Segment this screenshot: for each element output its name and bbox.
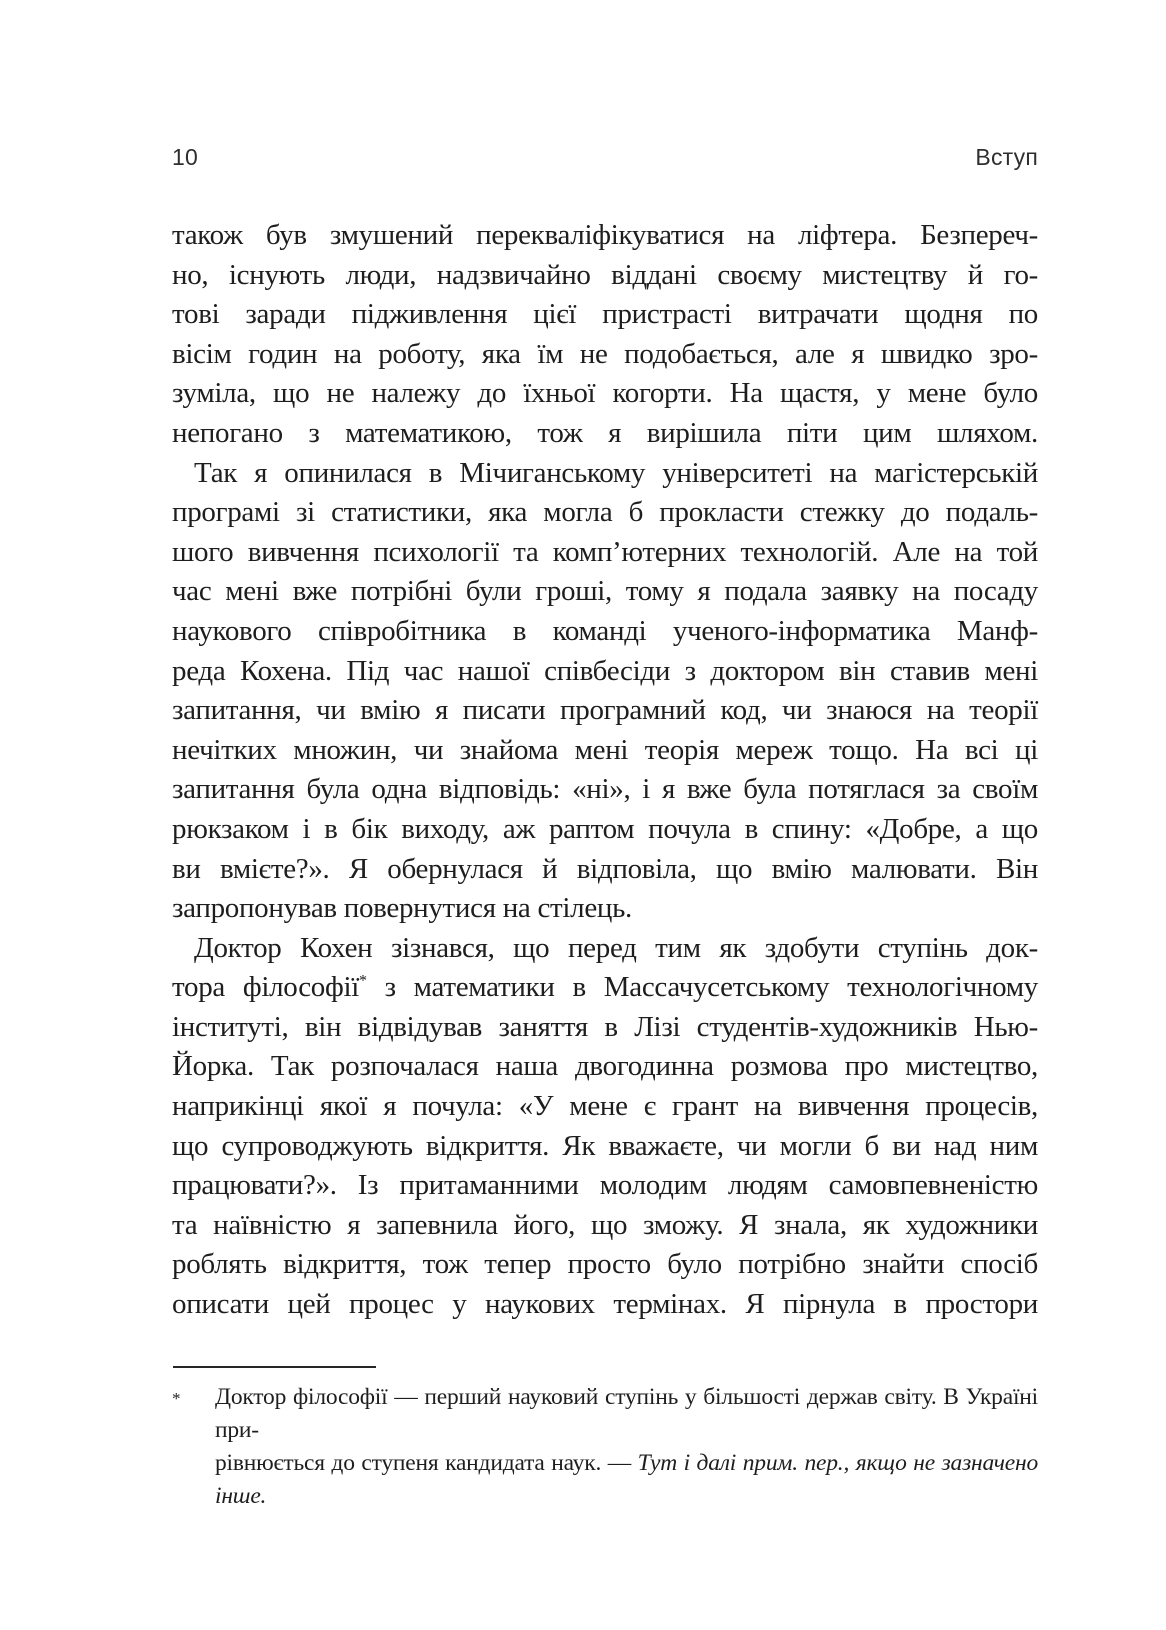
text-line: описати цей процес у наукових термінах. Я пірнула в простори — [172, 1288, 1038, 1321]
text-line: роблять відкриття, тож тепер просто було потрібно знайти спосіб — [172, 1248, 1038, 1281]
paragraph — [172, 454, 1038, 929]
footnote-line — [215, 1381, 1038, 1447]
text-line: запитання була одна відповідь: «ні», і я вже була потяглася за своїм — [172, 773, 1038, 806]
text-line: також був змушений перекваліфікуватися на ліфтера. Безпереч- — [172, 219, 1038, 251]
text-line: нечітких множин, чи знайома мені теорія мереж тощо. На всі ці — [172, 733, 1038, 766]
footnote-marker: * — [172, 1389, 181, 1408]
footnote-reference-mark: * — [359, 972, 367, 990]
text-line: зуміла, що не належу до їхньої когорти. На щастя, у мене було — [172, 377, 1038, 410]
footnote-separator — [173, 1366, 376, 1368]
text-line: запропонував повернутися на стілець. — [172, 892, 632, 925]
text-line: но, існують люди, надзвичайно віддані своєму мистецтву й го- — [172, 258, 1038, 291]
text-line: ви вмієте?». Я обернулася й відповіла, що вмію малювати. Він — [172, 852, 1038, 885]
text-line: наприкінці якої я почула: «У мене є грант на вивчення процесів, — [172, 1090, 1038, 1123]
text-line: реда Кохена. Під час нашої співбесіди з доктором він ставив мені — [172, 654, 1038, 687]
footnote-text: рівнюється до ступеня кандидата наук. — — [215, 1450, 638, 1476]
text-line: вісім годин на роботу, яка їм не подобається, але я швидко зро- — [172, 337, 1038, 370]
paragraph — [172, 929, 1038, 1325]
footnote-line — [215, 1447, 1038, 1513]
paragraph — [172, 216, 1038, 454]
text-line: запитання, чи вмію я писати програмний код, чи знаюся на теорії — [172, 694, 1038, 727]
page-number: 10 — [172, 144, 198, 170]
text-line: Так я опинилася в Мічиганському університеті на магістерській — [194, 456, 1038, 489]
text-line: програмі зі статистики, яка могла б прокласти стежку до подаль- — [172, 496, 1038, 529]
footnote-body — [215, 1381, 1038, 1513]
text-line: інституті, він відвідував заняття в Лізі студентів-художників Нью- — [172, 1010, 1038, 1043]
text-line: та наївністю я запевнила його, що зможу. Я знала, як художники — [172, 1208, 1038, 1241]
text-line: тора філософії* з математики в Массачусетському технологічному — [172, 971, 1038, 1004]
footnote-italic-text: Тут і далі прим. пер., якщо не зазначено інше. — [215, 1450, 1039, 1509]
text-line: шого вивчення психології та комп’ютерних технологій. Але на той — [172, 535, 1038, 568]
text-line: працювати?». Із притаманними молодим людям самовпевненістю — [172, 1169, 1038, 1202]
footnote-text: Доктор філософії — перший науковий ступінь у більшості держав світу. В Україні при- — [215, 1384, 1038, 1443]
running-title: Вступ — [975, 144, 1038, 170]
text-line: Доктор Кохен зізнався, що перед тим як здобути ступінь док- — [194, 931, 1038, 964]
body-text — [172, 216, 1038, 1325]
text-line: тові заради підживлення цієї пристрасті витрачати щодня по — [172, 298, 1038, 331]
text-line: Йорка. Так розпочалася наша двогодинна розмова про мистецтво, — [172, 1050, 1038, 1083]
text-line: що супроводжують відкриття. Як вважаєте, чи могли б ви над ним — [172, 1129, 1038, 1162]
text-line: непогано з математикою, тож я вирішила піти цим шляхом. — [172, 416, 1038, 449]
footnote — [172, 1381, 1038, 1513]
text-line: рюкзаком і в бік виходу, аж раптом почула в спину: «Добре, а що — [172, 812, 1038, 845]
text-line: час мені вже потрібні були гроші, тому я подала заявку на посаду — [172, 575, 1038, 608]
text-line: наукового співробітника в команді ученого-інформатика Манф- — [172, 614, 1038, 647]
running-head — [172, 143, 1038, 171]
